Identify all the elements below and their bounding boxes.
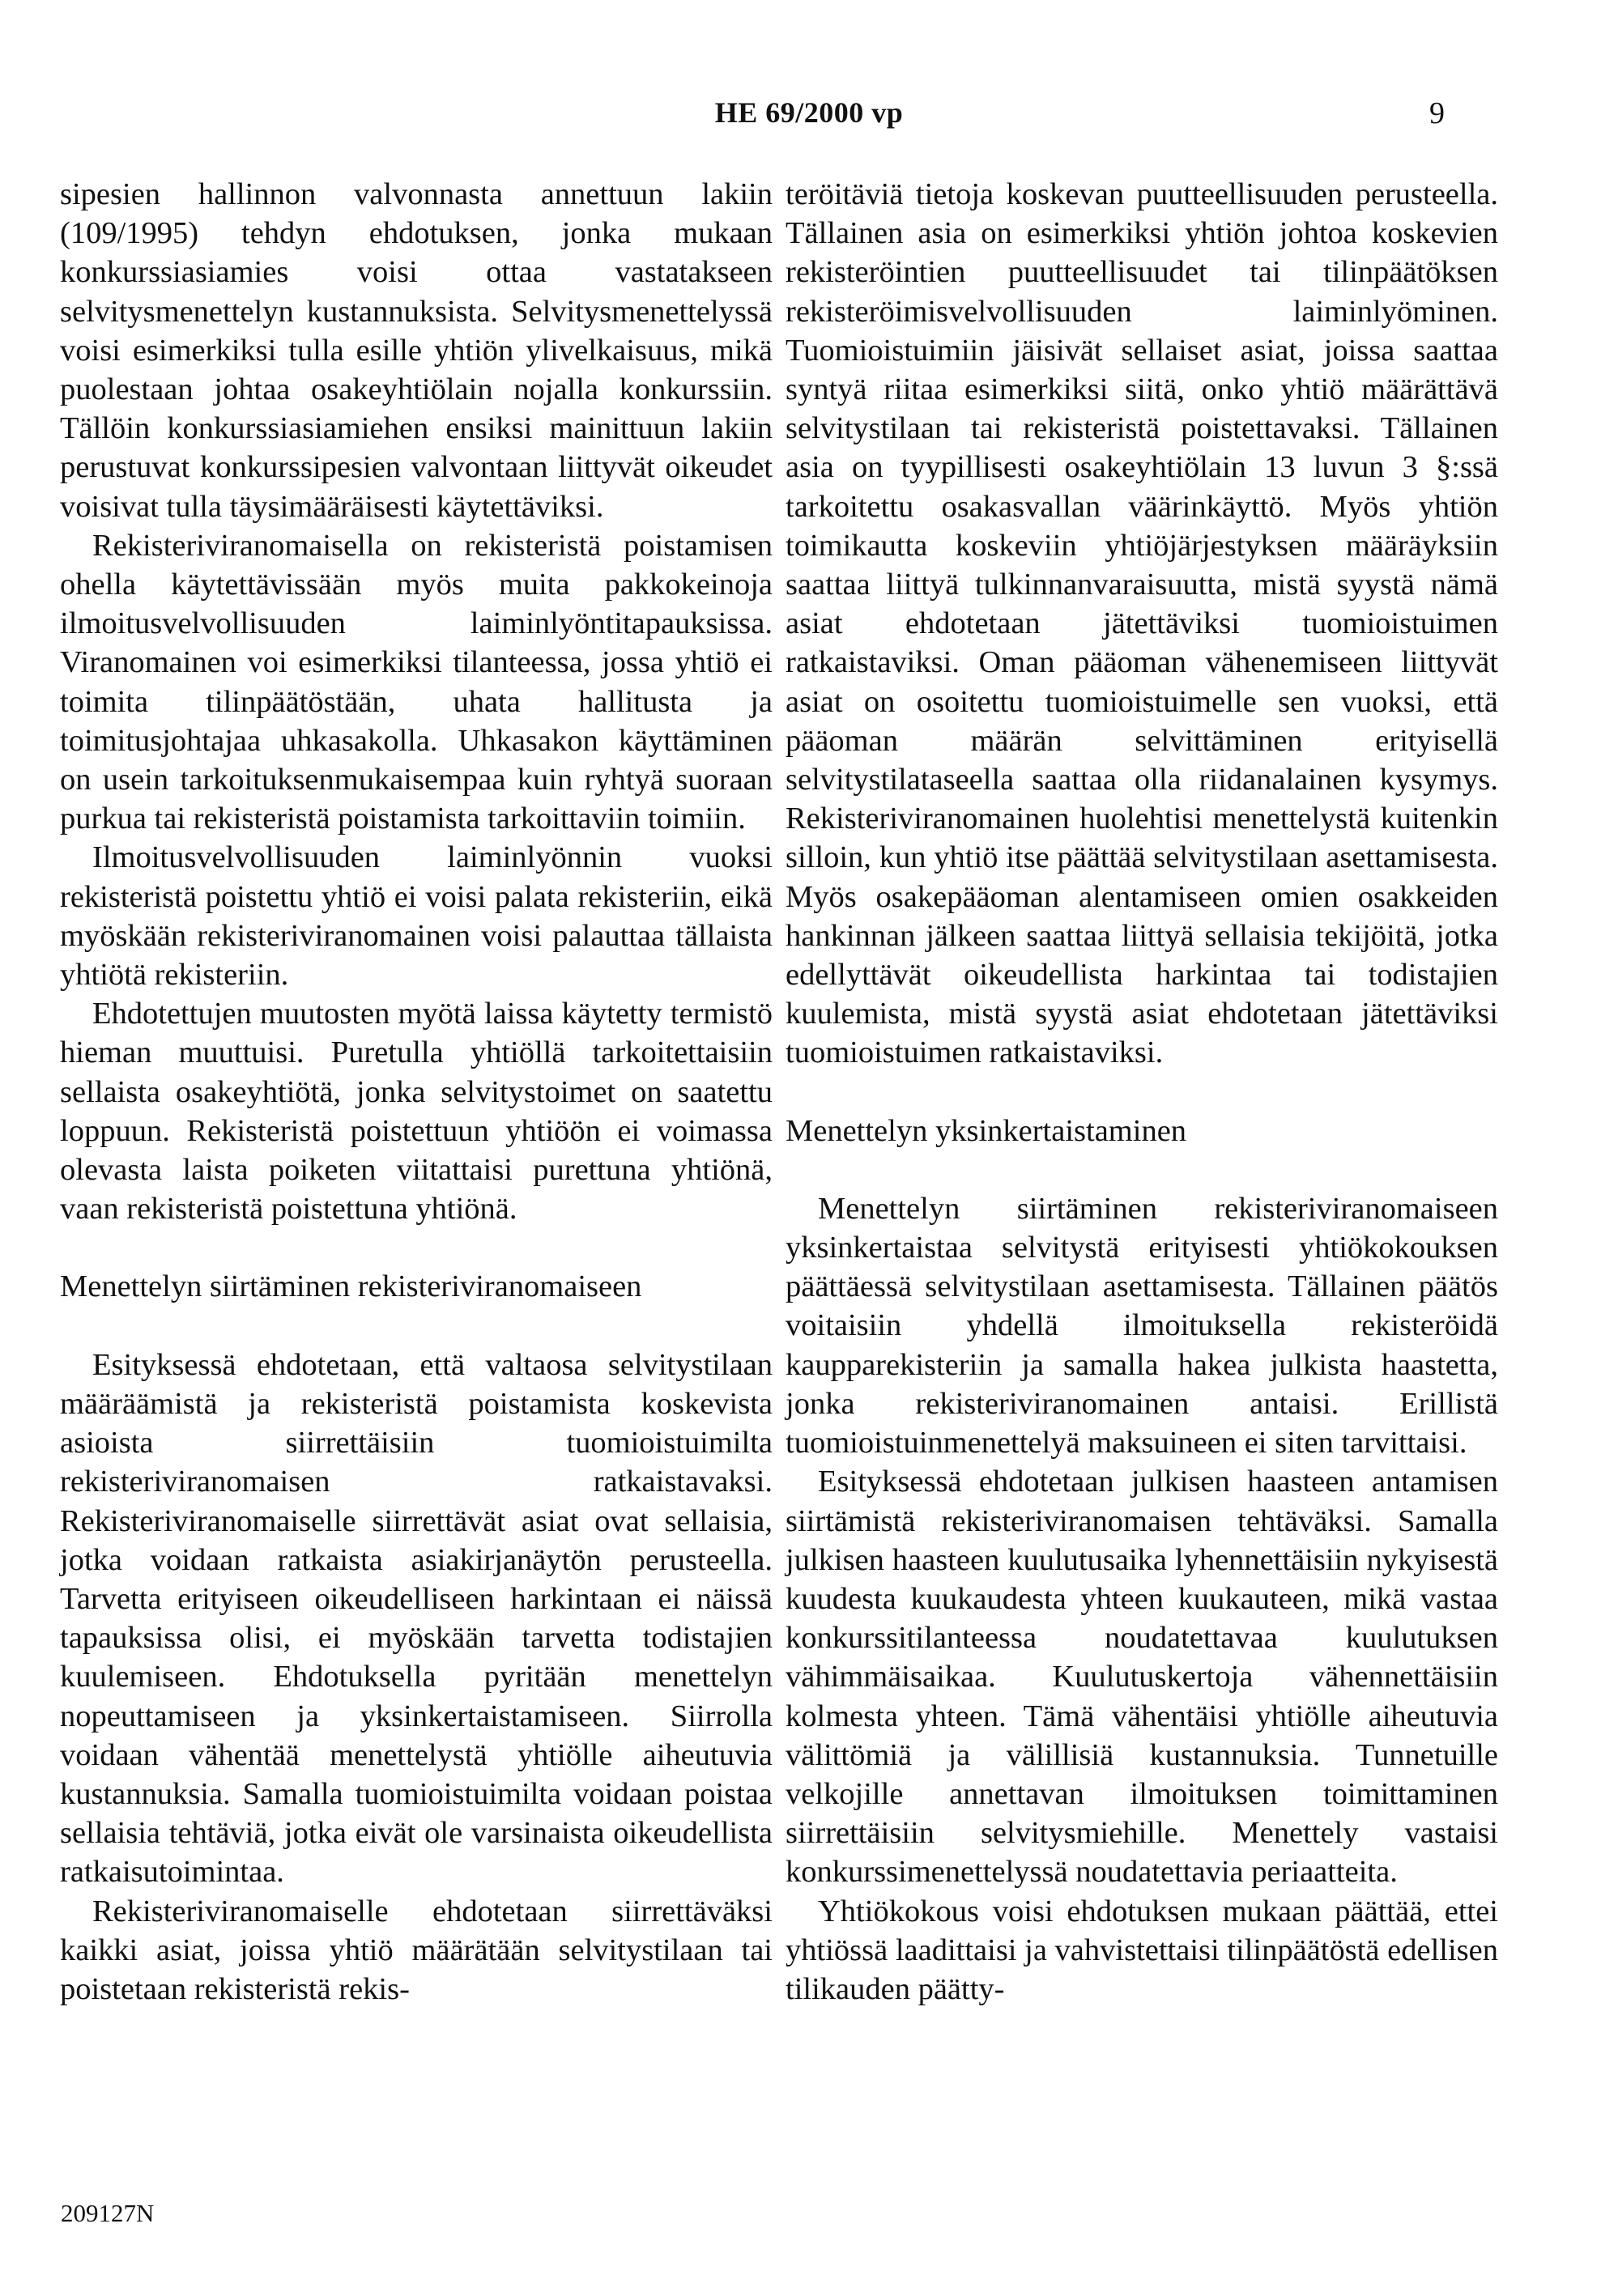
- left-column: [60, 175, 773, 2009]
- right-paragraph-1: teröitäviä tietoja koskevan puutteellisuuden perusteella. Tällainen asia on esimerkiksi yhtiön johtoa koskevien rekisteröintien puutteellisuudet tai tilinpäätöksen rekisteröimisvelvollisuuden laiminlyöminen. Tuomioistuimiin jäisivät sellaiset asiat, joissa saattaa syntyä riitaa esimerkiksi siitä, onko yhtiö määrättävä selvitystilaan tai rekisteristä poistettavaksi. Tällainen asia on tyypillisesti osakeyhtiölain 13 luvun 3 §:ssä tarkoitettu osakasvallan väärinkäyttö. Myös yhtiön toimikautta koskeviin yhtiöjärjestyksen määräyksiin saattaa liittyä tulkinnanvaraisuutta, mistä syystä nämä asiat ehdotetaan jätettäviksi tuomioistuimen ratkaistaviksi. Oman pääoman vähenemiseen liittyvät asiat on osoitettu tuomioistuimelle sen vuoksi, että pääoman määrän selvittäminen erityisellä selvitystilataseella saattaa olla riidanalainen kysymys. Rekisteriviranomainen huolehtisi menettelystä kuitenkin silloin, kun yhtiö itse päättää selvitystilaan asettamisesta. Myös osakepääoman alentamiseen omien osakkeiden hankinnan jälkeen saattaa liittyä sellaisia tekijöitä, jotka edellyttävät oikeudellista harkintaa tai todistajien kuulemista, mistä syystä asiat ehdotetaan jätettäviksi tuomioistuimen ratkaistaviksi.: [786, 177, 1498, 1070]
- page-number: 9: [1429, 96, 1445, 130]
- page-header-title: HE 69/2000 vp: [714, 96, 904, 129]
- right-column: [786, 175, 1498, 2009]
- footer-print-code: 209127N: [61, 2199, 155, 2227]
- left-paragraph-5: Esityksessä ehdotetaan, että valtaosa selvitystilaan määräämistä ja rekisteristä poistamista koskevista asioista siirrettäisiin tuomioistuimilta rekisteriviranomaisen ratkaistavaksi. Rekisteriviranomaiselle siirrettävät asiat ovat sellaisia, jotka voidaan ratkaista asiakirjanäytön perusteella. Tarvetta erityiseen oikeudelliseen harkintaan ei näissä tapauksissa olisi, ei myöskään tarvetta todistajien kuulemiseen. Ehdotuksella pyritään menettelyn nopeuttamiseen ja yksinkertaistamiseen. Siirrolla voidaan vähentää menettelystä yhtiölle aiheutuvia kustannuksia. Samalla tuomioistuimilta voidaan poistaa sellaisia tehtäviä, jotka eivät ole varsinaista oikeudellista ratkaisutoimintaa.: [60, 1347, 773, 1890]
- left-paragraph-2: Rekisteriviranomaisella on rekisteristä poistamisen ohella käytettävissään myös muita pakkokeinoja ilmoitusvelvollisuuden laiminlyöntitapauksissa. Viranomainen voi esimerkiksi tilanteessa, jossa yhtiö ei toimita tilinpäätöstään, uhata hallitusta ja toimitusjohtajaa uhkasakolla. Uhkasakon käyttäminen on usein tarkoituksenmukaisempaa kuin ryhtyä suoraan purkua tai rekisteristä poistamista tarkoittaviin toimiin.: [60, 528, 773, 836]
- left-paragraph-6: Rekisteriviranomaiselle ehdotetaan siirrettäväksi kaikki asiat, joissa yhtiö määrätään selvitystilaan tai poistetaan rekisteristä rekis-: [60, 1894, 773, 2006]
- section-heading-transfer: Menettelyn siirtäminen rekisteriviranomaiseen: [60, 1269, 642, 1304]
- left-paragraph-3: Ilmoitusvelvollisuuden laiminlyönnin vuoksi rekisteristä poistettu yhtiö ei voisi palata rekisteriin, eikä myöskään rekisteriviranomainen voisi palauttaa tällaista yhtiötä rekisteriin.: [60, 840, 773, 993]
- right-paragraph-3: Esityksessä ehdotetaan julkisen haasteen antamisen siirtämistä rekisteriviranomaisen tehtäväksi. Samalla julkisen haasteen kuulutusaika lyhennettäisiin nykyisestä kuudesta kuukaudesta yhteen kuukauteen, mikä vastaa konkurssitilanteessa noudatettavaa kuulutuksen vähimmäisaikaa. Kuulutuskertoja vähennettäisiin kolmesta yhteen. Tämä vähentäisi yhtiölle aiheutuvia välittömiä ja välillisiä kustannuksia. Tunnetuille velkojille annettavan ilmoituksen toimittaminen siirrettäisiin selvitysmiehille. Menettely vastaisi konkurssimenettelyssä noudatettavia periaatteita.: [786, 1465, 1498, 1890]
- left-paragraph-4: Ehdotettujen muutosten myötä laissa käytetty termistö hieman muuttuisi. Puretulla yhtiöllä tarkoitettaisiin sellaista osakeyhtiötä, jonka selvitystoimet on saatettu loppuun. Rekisteristä poistettuun yhtiöön ei voimassa olevasta laista poiketen viitattaisi purettuna yhtiönä, vaan rekisteristä poistettuna yhtiönä.: [60, 997, 773, 1227]
- section-heading-simplification: Menettelyn yksinkertaistaminen: [786, 1113, 1187, 1148]
- right-paragraph-4: Yhtiökokous voisi ehdotuksen mukaan päättää, ettei yhtiössä laadittaisi ja vahvistettaisi tilinpäätöstä edellisen tilikauden päätty-: [786, 1894, 1498, 2006]
- left-paragraph-1: sipesien hallinnon valvonnasta annettuun lakiin (109/1995) tehdyn ehdotuksen, jonka mukaan konkurssiasiamies voisi ottaa vastatakseen selvitysmenettelyn kustannuksista. Selvitysmenettelyssä voisi esimerkiksi tulla esille yhtiön ylivelkaisuus, mikä puolestaan johtaa osakeyhtiölain nojalla konkurssiin. Tällöin konkurssiasiamiehen ensiksi mainittuun lakiin perustuvat konkurssipesien valvontaan liittyvät oikeudet voisivat tulla täysimääräisesti käytettäviksi.: [60, 177, 773, 524]
- right-paragraph-2: Menettelyn siirtäminen rekisteriviranomaiseen yksinkertaistaa selvitystä erityisesti yhtiökokouksen päättäessä selvitystilaan asettamisesta. Tällainen päätös voitaisiin yhdellä ilmoituksella rekisteröidä kaupparekisteriin ja samalla hakea julkista haastetta, jonka rekisteriviranomainen antaisi. Erillistä tuomioistuinmenettelyä maksuineen ei siten tarvittaisi.: [786, 1191, 1498, 1461]
